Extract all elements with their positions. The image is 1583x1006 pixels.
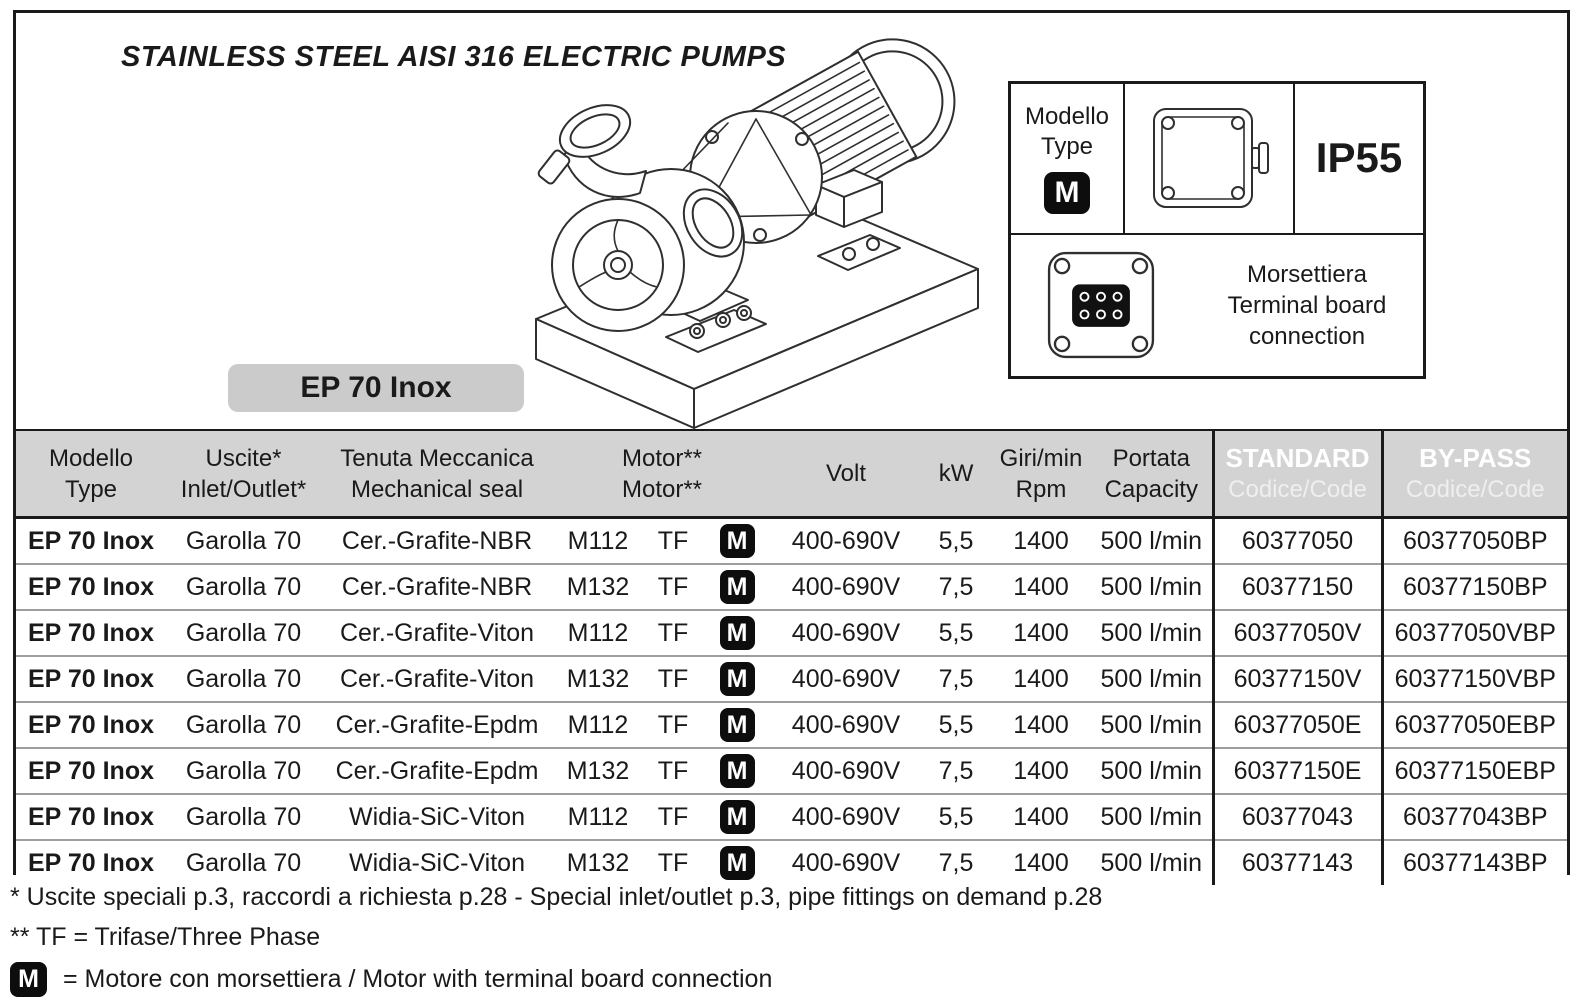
cell-motor-badge [703,518,771,565]
terminal-box-icon [1146,103,1272,213]
type-label: Type [1040,133,1094,161]
col-header-mechanical-seal: Tenuta Meccanica Mechanical seal [321,430,553,518]
cell-motor-size: M112 [553,518,643,565]
cell-model: EP 70 Inox [16,518,166,565]
cell-bypass-code: 60377150BP [1382,564,1567,610]
modello-type-cell [1011,84,1125,233]
motor-terminal-badge: M [720,800,755,834]
table-row [16,794,1567,840]
cell-phase: TF [643,840,703,885]
cell-standard-code: 60377043 [1213,794,1382,840]
cell-kw: 7,5 [921,748,991,794]
page-title: STAINLESS STEEL AISI 316 ELECTRIC PUMPS [121,41,787,73]
cell-rpm: 1400 [991,794,1091,840]
cell-capacity: 500 l/min [1091,794,1213,840]
cell-standard-code: 60377150V [1213,656,1382,702]
cell-phase: TF [643,702,703,748]
cell-bypass-code: 60377050EBP [1382,702,1567,748]
cell-bypass-code: 60377150EBP [1382,748,1567,794]
table-row [16,518,1567,565]
motor-terminal-badge: M [10,962,47,997]
cell-capacity: 500 l/min [1091,656,1213,702]
cell-phase: TF [643,564,703,610]
cell-rpm: 1400 [991,840,1091,885]
cell-volt: 400-690V [771,748,921,794]
cell-volt: 400-690V [771,656,921,702]
cell-phase: TF [643,518,703,565]
cell-inlet-outlet: Garolla 70 [166,610,321,656]
cell-mechanical-seal: Cer.-Grafite-Epdm [321,702,553,748]
cell-motor-badge [703,794,771,840]
cell-phase: TF [643,748,703,794]
cell-inlet-outlet: Garolla 70 [166,702,321,748]
footnote-three-phase: ** TF = Trifase/Three Phase [10,923,321,951]
motor-terminal-badge: M [720,662,755,696]
cell-mechanical-seal: Cer.-Grafite-NBR [321,518,553,565]
cell-motor-badge [703,656,771,702]
cell-rpm: 1400 [991,564,1091,610]
cell-kw: 5,5 [921,702,991,748]
model-series-label: EP 70 Inox [228,364,524,412]
motor-terminal-badge: M [720,570,755,604]
table-row [16,702,1567,748]
cell-model: EP 70 Inox [16,564,166,610]
cell-model: EP 70 Inox [16,840,166,885]
cell-inlet-outlet: Garolla 70 [166,748,321,794]
cell-motor-badge [703,702,771,748]
terminal-caption: Morsettiera Terminal board connection [1227,260,1387,350]
col-header-volt: Volt [771,430,921,518]
cell-inlet-outlet: Garolla 70 [166,518,321,565]
cell-mechanical-seal: Widia-SiC-Viton [321,840,553,885]
info-box-row-top [1011,84,1423,235]
footnote-special-outlets: * Uscite speciali p.3, raccordi a richiesta p.28 - Special inlet/outlet p.3, pipe fittings on demand p.28 [10,883,1103,911]
pump-table-body [16,518,1567,886]
cell-model: EP 70 Inox [16,702,166,748]
cell-motor-badge [703,564,771,610]
cell-motor-size: M112 [553,794,643,840]
table-header-row [16,430,1567,518]
cell-motor-size: M132 [553,748,643,794]
cell-motor-size: M112 [553,702,643,748]
cell-phase: TF [643,610,703,656]
motor-terminal-badge: M [720,616,755,650]
cell-model: EP 70 Inox [16,794,166,840]
cell-kw: 5,5 [921,794,991,840]
cell-standard-code: 60377143 [1213,840,1382,885]
cell-kw: 7,5 [921,656,991,702]
col-header-rpm: Giri/min Rpm [991,430,1091,518]
cell-mechanical-seal: Widia-SiC-Viton [321,794,553,840]
pump-spec-table [16,429,1567,885]
col-header-inlet-outlet: Uscite* Inlet/Outlet* [166,430,321,518]
terminal-board-icon [1042,246,1160,364]
cell-kw: 5,5 [921,518,991,565]
table-row [16,610,1567,656]
col-header-bypass-code: BY-PASS Codice/Code [1382,430,1567,518]
info-box-row-bottom [1011,235,1423,376]
cell-rpm: 1400 [991,656,1091,702]
cell-capacity: 500 l/min [1091,564,1213,610]
cell-volt: 400-690V [771,564,921,610]
terminal-box-cell [1125,84,1295,233]
cell-bypass-code: 60377043BP [1382,794,1567,840]
col-header-kw: kW [921,430,991,518]
cell-kw: 5,5 [921,610,991,656]
footnotes [10,882,1570,1006]
cell-phase: TF [643,656,703,702]
cell-volt: 400-690V [771,702,921,748]
catalog-page-frame [13,10,1570,875]
cell-capacity: 500 l/min [1091,518,1213,565]
cell-model: EP 70 Inox [16,656,166,702]
cell-motor-badge [703,748,771,794]
cell-inlet-outlet: Garolla 70 [166,840,321,885]
col-header-motor: Motor** Motor** [553,430,771,518]
cell-model: EP 70 Inox [16,748,166,794]
cell-volt: 400-690V [771,518,921,565]
cell-mechanical-seal: Cer.-Grafite-NBR [321,564,553,610]
cell-phase: TF [643,794,703,840]
cell-volt: 400-690V [771,840,921,885]
motor-terminal-badge: M [720,754,755,788]
cell-kw: 7,5 [921,840,991,885]
cell-capacity: 500 l/min [1091,702,1213,748]
cell-mechanical-seal: Cer.-Grafite-Viton [321,610,553,656]
cell-model: EP 70 Inox [16,610,166,656]
cell-standard-code: 60377050V [1213,610,1382,656]
cell-motor-size: M112 [553,610,643,656]
table-row [16,840,1567,885]
col-header-model: Modello Type [16,430,166,518]
cell-motor-size: M132 [553,656,643,702]
cell-inlet-outlet: Garolla 70 [166,794,321,840]
top-section [16,13,1567,429]
motor-terminal-badge: M [1044,172,1090,214]
motor-terminal-badge: M [720,524,755,558]
cell-motor-size: M132 [553,564,643,610]
cell-capacity: 500 l/min [1091,748,1213,794]
cell-rpm: 1400 [991,702,1091,748]
cell-motor-badge [703,610,771,656]
col-header-standard-code: STANDARD Codice/Code [1213,430,1382,518]
table-row [16,564,1567,610]
cell-motor-size: M132 [553,840,643,885]
cell-motor-badge [703,840,771,885]
footnote-terminal-board: M = Motore con morsettiera / Motor with terminal board connection [10,962,1570,997]
cell-standard-code: 60377050E [1213,702,1382,748]
cell-rpm: 1400 [991,748,1091,794]
col-header-capacity: Portata Capacity [1091,430,1213,518]
motor-terminal-badge: M [720,846,755,880]
cell-mechanical-seal: Cer.-Grafite-Viton [321,656,553,702]
ip-rating: IP55 [1315,134,1403,182]
cell-capacity: 500 l/min [1091,610,1213,656]
cell-mechanical-seal: Cer.-Grafite-Epdm [321,748,553,794]
modello-label: Modello [1024,103,1110,131]
cell-inlet-outlet: Garolla 70 [166,564,321,610]
motor-terminal-badge: M [720,708,755,742]
cell-rpm: 1400 [991,610,1091,656]
cell-standard-code: 60377050 [1213,518,1382,565]
cell-rpm: 1400 [991,518,1091,565]
table-row [16,656,1567,702]
cell-standard-code: 60377150 [1213,564,1382,610]
table-row [16,748,1567,794]
pump-illustration [516,19,986,433]
cell-capacity: 500 l/min [1091,840,1213,885]
cell-bypass-code: 60377143BP [1382,840,1567,885]
cell-kw: 7,5 [921,564,991,610]
cell-bypass-code: 60377050BP [1382,518,1567,565]
cell-volt: 400-690V [771,794,921,840]
cell-bypass-code: 60377050VBP [1382,610,1567,656]
motor-info-box [1008,81,1426,379]
cell-volt: 400-690V [771,610,921,656]
cell-inlet-outlet: Garolla 70 [166,656,321,702]
cell-bypass-code: 60377150VBP [1382,656,1567,702]
cell-standard-code: 60377150E [1213,748,1382,794]
